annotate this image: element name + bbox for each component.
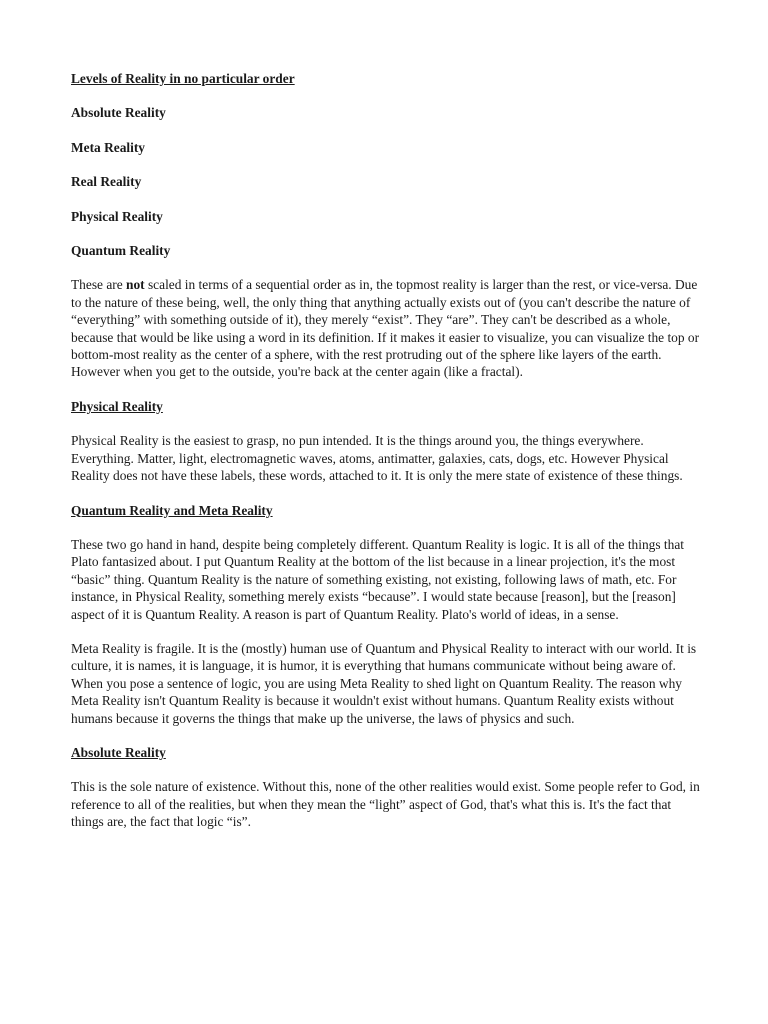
absolute-reality-paragraph: This is the sole nature of existence. Without this, none of the other realities would exist. Some people refer to God, in reference to all of the realities, but when they mean the “light” aspect of God, that's what this is. It's the fact that things are, the fact that logic “is”. xyxy=(71,779,700,830)
intro-paragraph xyxy=(71,276,701,380)
section-heading-quantum-and-meta-reality: Quantum Reality and Meta Reality xyxy=(71,502,273,518)
level-meta-reality: Meta Reality xyxy=(71,139,145,155)
intro-text-post: scaled in terms of a sequential order as in, the topmost reality is larger than the rest, or vice-versa. Due to the nature of these being, well, the only thing that anything actually exists out of (you can't describe the nature of “everything” with something outside of it), they merely “exist”. They “are”. They can't be described as a whole, because that would be like using a word in its definition. If it makes it easier to visualize, you can visualize the top or bottom-most reality as the center of a sphere, with the rest protruding out of the sphere like layers of the earth. However when you get to the outside, you're back at the center again (like a fractal). xyxy=(71,277,700,380)
section-heading-physical-reality: Physical Reality xyxy=(71,398,163,414)
level-quantum-reality: Quantum Reality xyxy=(71,243,171,259)
meta-reality-paragraph: Meta Reality is fragile. It is the (mostly) human use of Quantum and Physical Reality to interact with our world. It is culture, it is names, it is language, it is humor, it is everything that humans communicate without being aware of. When you pose a sentence of logic, you are using Meta Reality to shed light on Quantum Reality. The reason why Meta Reality isn't Quantum Reality is because it wouldn't exist without humans. Quantum Reality exists without humans because it governs the things that make up the universe, the laws of physics and such. xyxy=(71,640,697,726)
physical-reality-paragraph: Physical Reality is the easiest to grasp, no pun intended. It is the things around you, the things everywhere. Everything. Matter, light, electromagnetic waves, atoms, antimatter, galaxies, cats, dogs, etc. However Physical Reality does not have these labels, these words, attached to it. It is only the mere state of existence of these things. xyxy=(71,433,683,484)
level-absolute-reality: Absolute Reality xyxy=(71,105,166,121)
intro-text-pre: These are xyxy=(71,277,127,293)
quantum-reality-paragraph: These two go hand in hand, despite being completely different. Quantum Reality is logic. It is all of the things that Plato fantasized about. I put Quantum Reality at the bottom of the list because in a linear projection, it's the most “basic” thing. Quantum Reality is the nature of something existing, not existing, following laws of math, etc. For instance, in Physical Reality, something merely exists “because”. I would state because [reason], but the [reason] aspect of it is Quantum Reality. A reason is part of Quantum Reality. Plato's world of ideas, in a sense. xyxy=(71,536,684,622)
level-real-reality: Real Reality xyxy=(71,174,142,190)
intro-text-emphasis: not xyxy=(126,277,145,293)
document-title: Levels of Reality in no particular order xyxy=(71,71,295,86)
section-heading-absolute-reality: Absolute Reality xyxy=(71,744,166,760)
document-page xyxy=(71,70,701,848)
level-physical-reality: Physical Reality xyxy=(71,208,163,224)
